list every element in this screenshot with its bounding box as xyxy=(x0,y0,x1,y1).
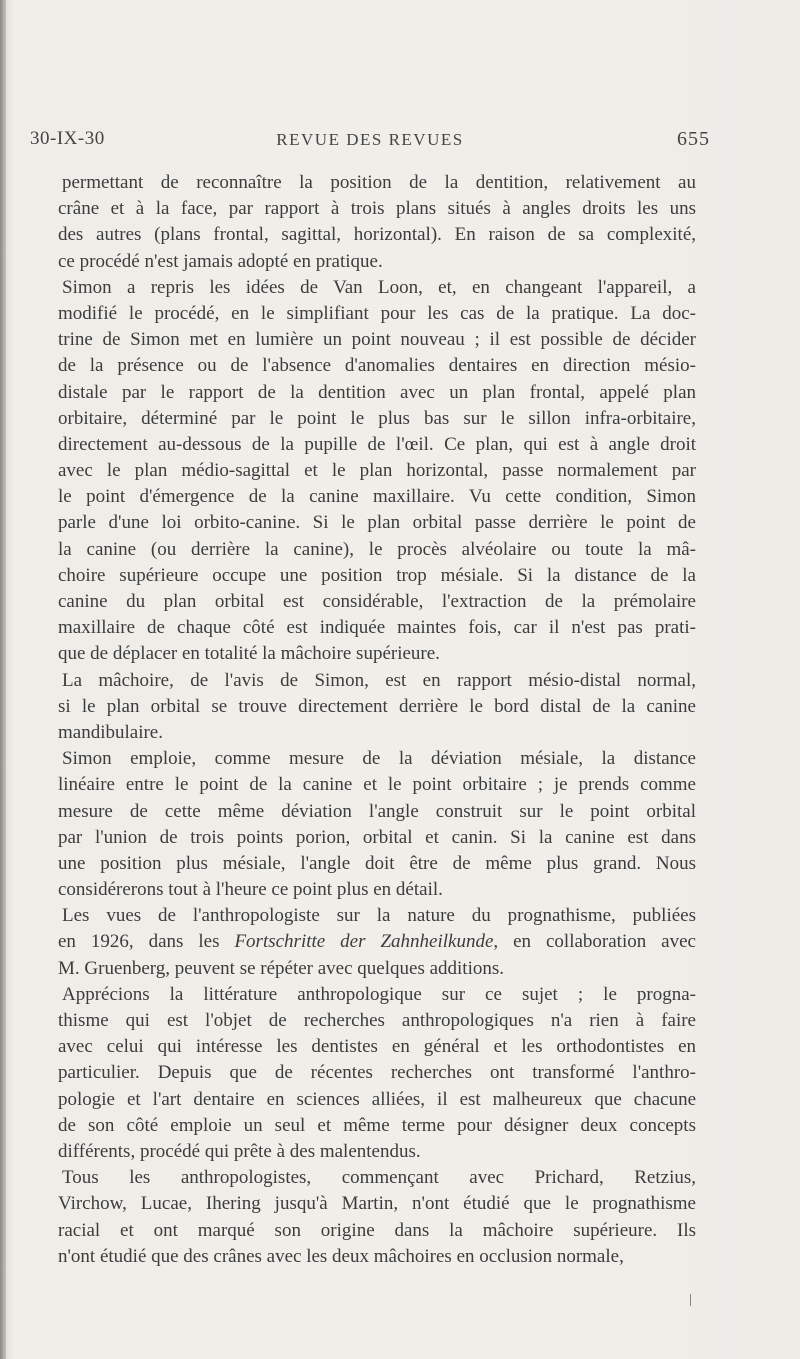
paragraph xyxy=(0,982,696,1165)
text-line: de la présence ou de l'absence d'anomalies dentaires en direction mésio- xyxy=(58,355,696,377)
text-line: mandibulaire. xyxy=(58,721,163,743)
text-line: Simon a repris les idées de Van Loon, et, en changeant l'appareil, a xyxy=(62,276,696,298)
text-line: la canine (ou derrière la canine), le procès alvéolaire ou toute la mâ- xyxy=(58,538,696,560)
text-line: racial et ont marqué son origine dans la mâchoire supérieure. Ils xyxy=(58,1219,696,1241)
text-line: linéaire entre le point de la canine et le point orbitaire ; je prends comme xyxy=(58,774,696,796)
paragraph xyxy=(0,668,696,747)
text-line: que de déplacer en totalité la mâchoire supérieure. xyxy=(58,643,440,665)
text-line: des autres (plans frontal, sagittal, horizontal). En raison de sa complexité, xyxy=(58,224,696,246)
text-line: distale par le rapport de la dentition avec un plan frontal, appelé plan xyxy=(58,381,696,403)
text-line: mesure de cette même déviation l'angle construit sur le point orbital xyxy=(58,800,696,822)
text-line: crâne et à la face, par rapport à trois plans situés à angles droits les uns xyxy=(58,198,696,220)
text-line: permettant de reconnaître la position de la dentition, relativement au xyxy=(62,172,696,193)
text-line: canine du plan orbital est considérable, l'extraction de la prémolaire xyxy=(58,591,696,612)
text-line: modifié le procédé, en le simplifiant pour les cas de la pratique. La doc- xyxy=(58,302,696,324)
header-title: REVUE DES REVUES xyxy=(276,130,464,149)
text-line: Virchow, Lucae, Ihering jusqu'à Martin, n'ont étudié que le prognathisme xyxy=(58,1193,696,1215)
running-head xyxy=(30,128,710,158)
text-line: n'ont étudié que des crânes avec les deux mâchoires en occlusion normale, xyxy=(58,1245,624,1267)
paragraph xyxy=(0,746,696,903)
text-line: avec le plan médio-sagittal et le plan horizontal, passe normalement par xyxy=(58,460,696,482)
text-line: une position plus mésiale, l'angle doit être de même plus grand. Nous xyxy=(58,852,696,874)
text-line: parle d'une loi orbito-canine. Si le plan orbital passe derrière le point de xyxy=(58,512,696,534)
text-line: de son côté emploie un seul et même terme pour désigner deux concepts xyxy=(58,1114,696,1136)
text-line: pologie et l'art dentaire en sciences alliées, il est malheureux que chacune xyxy=(58,1088,696,1110)
text-line: si le plan orbital se trouve directement derrière le bord distal de la canine xyxy=(58,695,696,717)
text-line: directement au-dessous de la pupille de l'œil. Ce plan, qui est à angle droit xyxy=(58,433,696,455)
text-line: La mâchoire, de l'avis de Simon, est en rapport mésio-distal normal, xyxy=(62,669,696,691)
text-line: thisme qui est l'objet de recherches anthropologiques n'a rien à faire xyxy=(58,1010,696,1031)
text-line: différents, procédé qui prête à des malentendus. xyxy=(58,1140,421,1162)
paragraph xyxy=(0,903,696,982)
body-text xyxy=(0,170,696,1270)
text-line: choire supérieure occupe une position trop mésiale. Si la distance de la xyxy=(58,564,696,586)
paragraph xyxy=(0,170,696,275)
paragraph xyxy=(0,1165,696,1270)
text-line: orbitaire, déterminé par le point le plus bas sur le sillon infra-orbitaire, xyxy=(58,407,696,429)
text-line: avec celui qui intéresse les dentistes en général et les orthodontistes en xyxy=(58,1036,696,1058)
text-line: Simon emploie, comme mesure de la déviation mésiale, la distance xyxy=(62,748,696,770)
text-line: Les vues de l'anthropologiste sur la nature du prognathisme, publiées xyxy=(62,905,696,927)
paragraph xyxy=(0,275,696,668)
header-date: 30-IX-30 xyxy=(30,128,105,149)
text-line: trine de Simon met en lumière un point nouveau ; il est possible de décider xyxy=(58,329,696,351)
margin-mark xyxy=(690,1294,691,1306)
text-line: particulier. Depuis que de récentes recherches ont transformé l'anthro- xyxy=(58,1062,696,1084)
text-line: Tous les anthropologistes, commençant avec Prichard, Retzius, xyxy=(62,1167,696,1189)
text-line: par l'union de trois points porion, orbital et canin. Si la canine est dans xyxy=(58,826,696,848)
text-line: ce procédé n'est jamais adopté en pratique. xyxy=(58,250,383,272)
text-line: en 1926, dans les Fortschritte der Zahnheilkunde, en collaboration avec xyxy=(58,931,696,953)
text-line: considérerons tout à l'heure ce point plus en détail. xyxy=(58,879,443,901)
text-line: Apprécions la littérature anthropologique sur ce sujet ; le progna- xyxy=(62,983,696,1005)
text-line: M. Gruenberg, peuvent se répéter avec quelques additions. xyxy=(58,957,504,979)
page-number: 655 xyxy=(677,128,710,150)
text-line: maxillaire de chaque côté est indiquée maintes fois, car il n'est pas prati- xyxy=(58,617,696,639)
text-line: le point d'émergence de la canine maxillaire. Vu cette condition, Simon xyxy=(58,486,696,508)
